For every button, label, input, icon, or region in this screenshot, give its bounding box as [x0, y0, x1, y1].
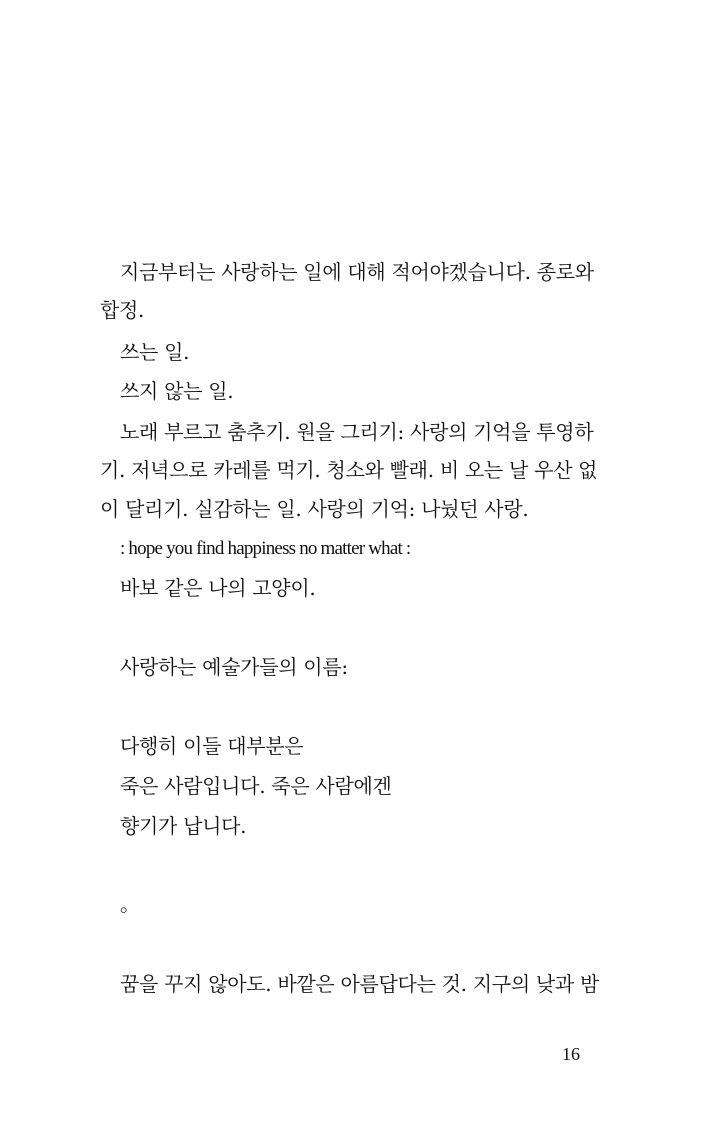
text-line: 기. 저녁으로 카레를 먹기. 청소와 빨래. 비 오는 날 우산 없	[100, 458, 598, 482]
text-line: 바보 같은 나의 고양이.	[120, 576, 316, 600]
text-line: 향기가 납니다.	[120, 814, 247, 838]
text-line: 합정.	[100, 298, 145, 322]
text-line: 쓰는 일.	[120, 340, 190, 364]
text-line: 사랑하는 예술가들의 이름:	[120, 655, 348, 679]
text-line: 쓰지 않는 일.	[120, 379, 234, 403]
text-line: 다행히 이들 대부분은	[120, 734, 304, 758]
english-quote-line: : hope you find happiness no matter what :	[120, 538, 411, 559]
text-line: 이 달리기. 실감하는 일. 사랑의 기억: 나눴던 사랑.	[100, 497, 529, 521]
text-line: 노래 부르고 춤추기. 원을 그리기: 사랑의 기억을 투영하	[120, 420, 594, 444]
page-number: 16	[562, 1044, 580, 1064]
section-mark: 。	[120, 892, 140, 916]
text-line: 죽은 사람입니다. 죽은 사람에겐	[120, 774, 392, 798]
text-line: 지금부터는 사랑하는 일에 대해 적어야겠습니다. 종로와	[120, 260, 594, 284]
text-line: 꿈을 꾸지 않아도. 바깥은 아름답다는 것. 지구의 낮과 밤	[120, 972, 600, 996]
